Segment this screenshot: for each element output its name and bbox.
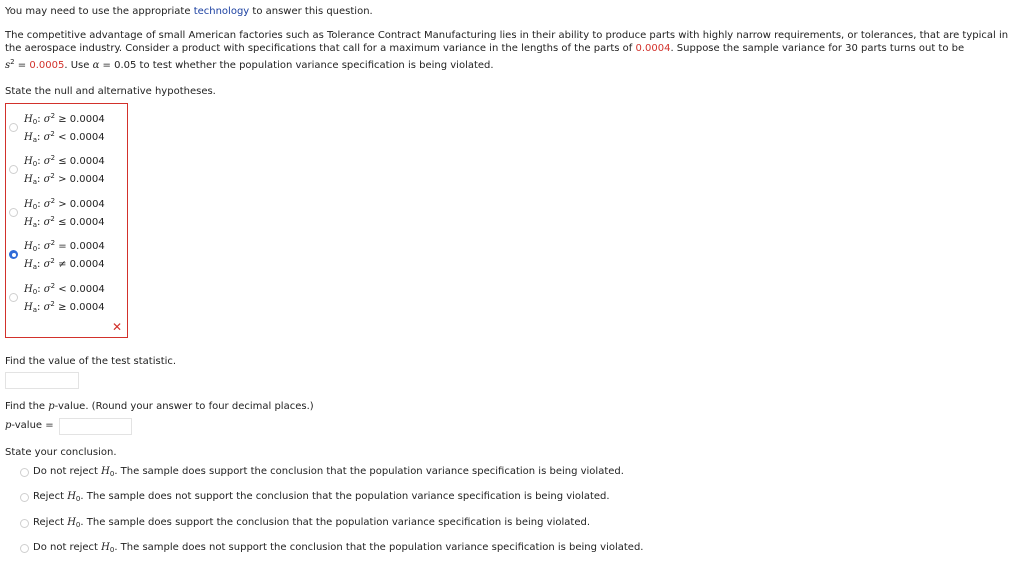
instructions-text-end: to answer this question. xyxy=(249,6,373,17)
instructions-text: You may need to use the appropriate xyxy=(5,6,194,17)
hypothesis-radio-4[interactable] xyxy=(9,250,18,259)
max-variance-value: 0.0004 xyxy=(635,43,671,54)
conclusion-radio-2[interactable] xyxy=(20,493,29,502)
conclusion-radio-3[interactable] xyxy=(20,519,29,528)
sample-variance-value: 0.0005 xyxy=(29,60,65,71)
test-statistic-prompt: Find the value of the test statistic. xyxy=(5,356,177,367)
conclusion-option-3[interactable]: Reject $H_0$. The sample does support the conclusion that the population variance specification is being violated. xyxy=(33,517,590,529)
conclusion-radio-4[interactable] xyxy=(20,544,29,553)
pvalue-prompt: Find the p-value. (Round your answer to four decimal places.) xyxy=(5,401,314,412)
pvalue-input[interactable] xyxy=(59,418,132,435)
hypothesis-1-h0: $H_0$: $\sigma^2 \ge 0.0004$ xyxy=(24,112,105,126)
hypothesis-radio-2[interactable] xyxy=(9,165,18,174)
hypothesis-2-h0: $H_0$: $\sigma^2 \le 0.0004$ xyxy=(24,154,105,168)
conclusion-option-1[interactable]: Do not reject $H_0$. The sample does support the conclusion that the population variance specification is being violated. xyxy=(33,466,624,478)
technology-link[interactable]: technology xyxy=(193,6,250,17)
hypothesis-radio-5[interactable] xyxy=(9,293,18,302)
hypothesis-radio-3[interactable] xyxy=(9,208,18,217)
hypotheses-prompt: State the null and alternative hypotheses. xyxy=(5,86,216,97)
hypothesis-3-h0: $H_0$: $\sigma^2 > 0.0004$ xyxy=(24,197,105,211)
instructions xyxy=(5,6,373,17)
problem-line-3: $s^2 = 0.0005$. Use α = 0.05 to test whether the population variance specification is being violated. xyxy=(5,58,494,71)
hypothesis-2-ha: $H_a$: $\sigma^2 > 0.0004$ xyxy=(24,172,105,186)
conclusion-option-4[interactable]: Do not reject $H_0$. The sample does not support the conclusion that the population variance specification is being violated. xyxy=(33,542,644,554)
conclusion-radio-1[interactable] xyxy=(20,468,29,477)
hypothesis-1-ha: $H_a$: $\sigma^2 < 0.0004$ xyxy=(24,130,105,144)
pvalue-label: p-value = xyxy=(5,420,54,431)
hypothesis-4-ha: $H_a$: $\sigma^2 \ne 0.0004$ xyxy=(24,257,105,271)
incorrect-icon: ✕ xyxy=(112,320,123,334)
test-statistic-input[interactable] xyxy=(5,372,79,389)
hypothesis-5-h0: $H_0$: $\sigma^2 < 0.0004$ xyxy=(24,282,105,296)
problem-line-2: the aerospace industry. Consider a product with specifications that call for a maximum variance in the lengths of the parts of 0.0004. Suppose the sample variance for 30 parts turns out to be xyxy=(5,43,965,54)
conclusion-option-2[interactable]: Reject $H_0$. The sample does not support the conclusion that the population variance specification is being violated. xyxy=(33,491,610,503)
problem-line-1: The competitive advantage of small American factories such as Tolerance Contract Manufacturing lies in their ability to produce parts with highly narrow requirements, or tolerances, that are typical in xyxy=(5,30,1009,41)
hypothesis-5-ha: $H_a$: $\sigma^2 \ge 0.0004$ xyxy=(24,300,105,314)
conclusion-prompt: State your conclusion. xyxy=(5,447,117,458)
hypothesis-4-h0: $H_0$: $\sigma^2 = 0.0004$ xyxy=(24,239,105,253)
hypothesis-3-ha: $H_a$: $\sigma^2 \le 0.0004$ xyxy=(24,215,105,229)
hypothesis-radio-1[interactable] xyxy=(9,123,18,132)
